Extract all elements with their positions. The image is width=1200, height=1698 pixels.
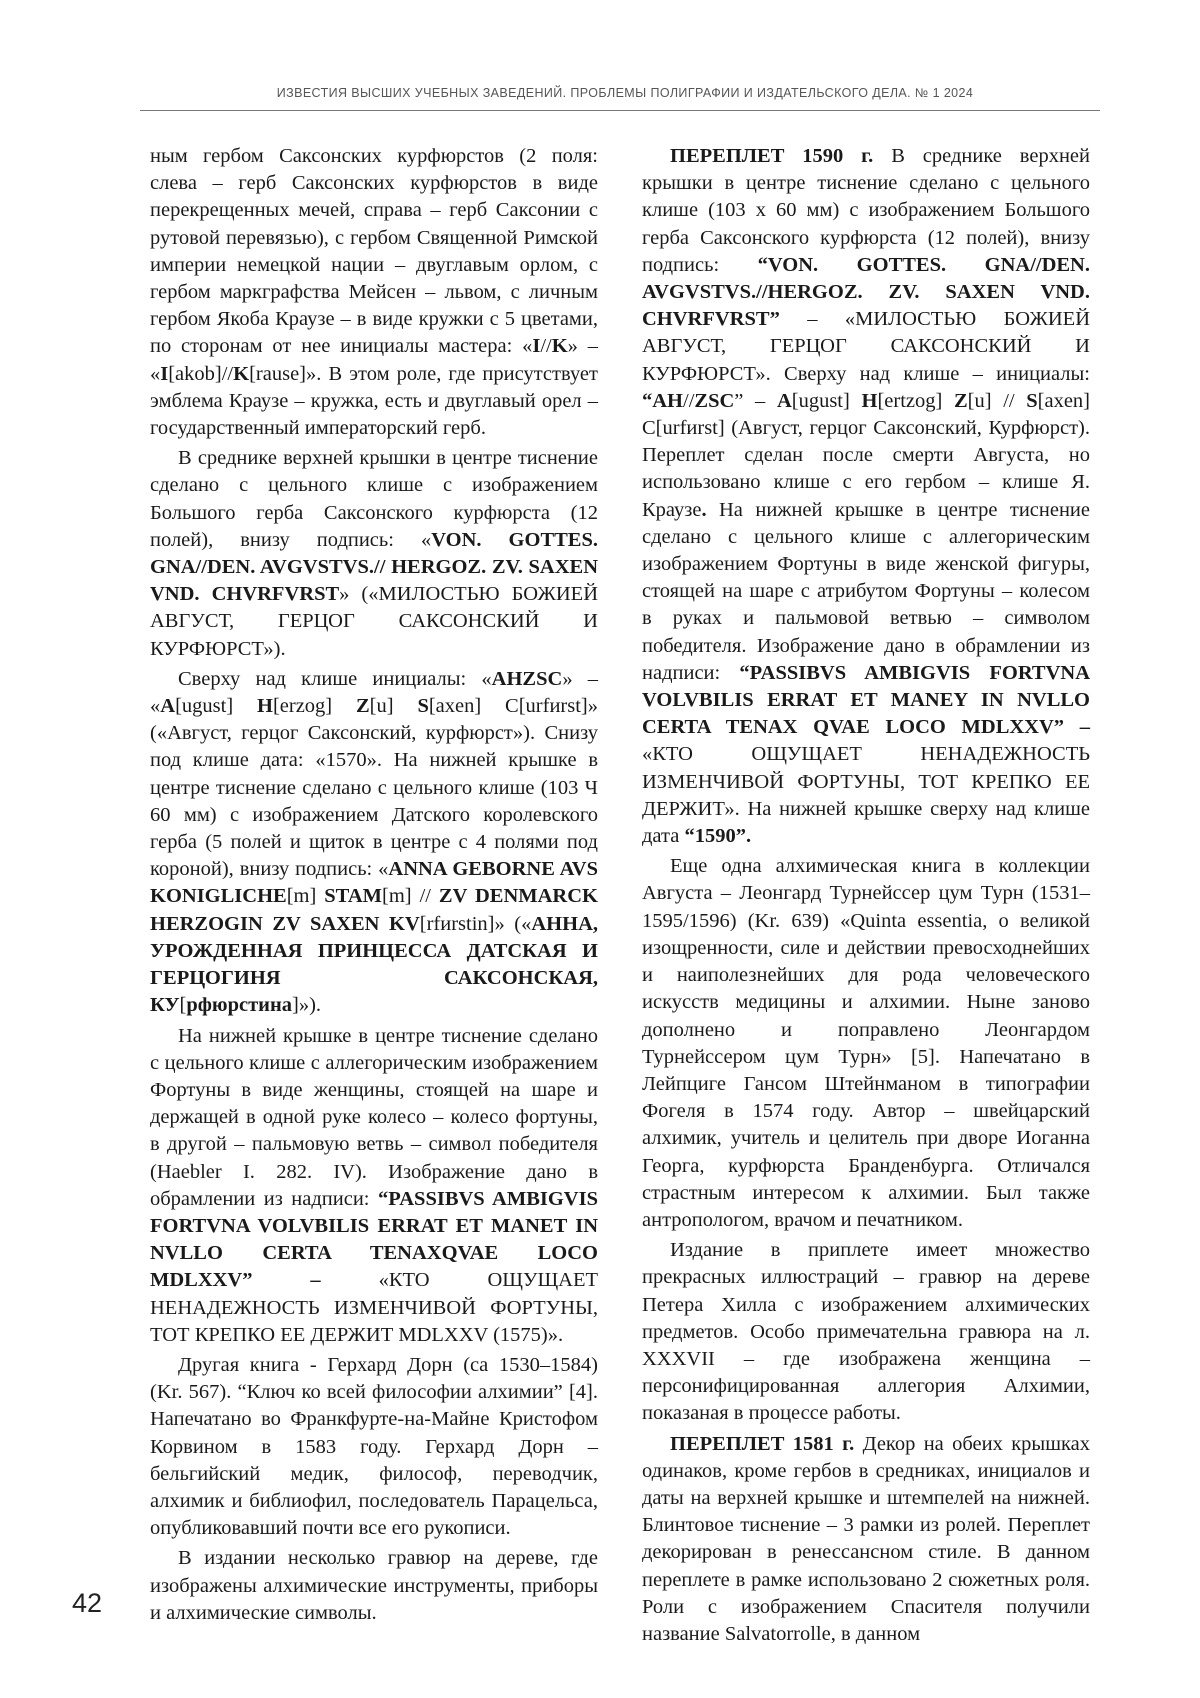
left-paragraph-6: В издании несколько гравюр на дереве, где изображены алхимические инструменты, приборы и алхимические символы. [150,1547,598,1624]
header-rule [140,110,1100,111]
right-paragraph-1: ПЕРЕПЛЕТ 1590 г. В среднике верхней крышки в центре тиснение сделано с цельного клише (103 х 60 мм) с изображением Большого герба Саксонского курфюрста (12 полей), внизу подпись: “VON. GOTTES. GNA//DEN. AVGVSTVS.//HERGOZ. ZV. SAXEN VND. CHVRFVRST” – «МИЛОСТЬЮ БОЖИЕЙ АВГУСТ, ГЕРЦОГ САКСОНСКИЙ И КУРФЮРСТ». Сверху над клише – инициалы: “AH//ZSC” – A[ugust] H[ertzog] Z[u] // S[axen] C[urfиrst] (Август, герцог Саксонский, Курфюрст). Переплет сделан после смерти Августа, но использовано клише с его гербом – клише Я. Краузе. На нижней крышке в центре тиснение сделано с цельного клише с аллегорическим изображением Фортуны в виде женской фигуры, стоящей на шаре с атрибутом Фортуны – колесом в руках и пальмовой ветвью – символом победителя. Изображение дано в обрамлении из надписи: “PASSIBVS AMBIGVIS FORTVNA VOLVBILIS ERRAT ET MANEY IN NVLLO CERTA TENAX QVAE LOCO MDLXXV” – «КТО ОЩУЩАЕТ НЕНАДЕЖНОСТЬ ИЗМЕНЧИВОЙ ФОРТУНЫ, ТОТ КРЕПКО ЕЕ ДЕРЖИТ». На нижней крышке сверху над клише дата “1590”. [642,145,1091,848]
right-paragraph-3: Издание в приплете имеет множество прекрасных иллюстраций – гравюр на дереве Петера Хилла с изображением алхимических предметов. Особо примечательна гравюра на л. XXXVII – где изображена женщина – персонифицированная аллегория Алхимии, показаная в процессе работы. [642,1239,1090,1425]
left-paragraph-3: Сверху над клише инициалы: «AHZSC» – «A[ugust] H[erzog] Z[u] S[axen] C[urfиrst]» («Август, герцог Саксонский, курфюрст»). Снизу под клише дата: «1570». На нижней крышке в центре тиснение сделано с цельного клише (103 Ч 60 мм) с изображением Датского королевского герба (5 полей и щиток в центре с 4 полями под короной), внизу подпись: «ANNA GEBORNE AVS KONIGLICHE[m] STAM[m] // ZV DENMARCK HERZOGIN ZV SAXEN KV[rfиrstin]» («АННА, УРОЖДЕННАЯ ПРИНЦЕССА ДАТСКАЯ И ГЕРЦОГИНЯ САКСОНСКАЯ, КУ[рфюрстина]»). [150,667,598,1017]
left-column [150,143,598,1630]
running-header: ИЗВЕСТИЯ ВЫСШИХ УЧЕБНЫХ ЗАВЕДЕНИЙ. ПРОБЛЕМЫ ПОЛИГРАФИИ И ИЗДАТЕЛЬСКОГО ДЕЛА. № 1 2024 [276,86,974,100]
right-column [642,143,1090,1651]
right-paragraph-2: Еще одна алхимическая книга в коллекции Августа – Леонгард Турнейссер цум Турн (1531–1595/1596) (Kr. 639) «Quinta essentia, о великой изощренности, силе и действии превосходнейших и наиполезнейших для рода человеческого искусств медицины и алхимии. Ныне заново дополнено и поправлено Леонгардом Турнейссером цум Турн» [5]. Напечатано в Лейпциге Гансом Штейнманом в типографии Фогеля в 1574 году. Автор – швейцарский алхимик, учитель и целитель при дворе Иоганна Георга, курфюрста Бранденбурга. Отличался страстным интересом к алхимии. Был также антропологом, врачом и печатником. [642,855,1090,1231]
left-paragraph-4: На нижней крышке в центре тиснение сделано с цельного клише с аллегорическим изображением Фортуны в виде женщины, стоящей на шаре и держащей в одной руке колесо – колесо фортуны, в другой – пальмовую ветвь – символ победителя (Haebler I. 282. IV). Изображение дано в обрамлении из надписи: “PASSIBVS AMBIGVIS FORTVNA VOLVBILIS ERRAT ET MANET IN NVLLO CERTA TENAXQVAE LOCO MDLXXV” – «КТО ОЩУЩАЕТ НЕНАДЕЖНОСТЬ ИЗМЕНЧИВОЙ ФОРТУНЫ, ТОТ КРЕПКО ЕЕ ДЕРЖИТ MDLXXV (1575)». [150,1024,598,1346]
left-paragraph-5: Другая книга - Герхард Дорн (ca 1530–1584) (Kr. 567). “Ключ ко всей философии алхимии” [4]. Напечатано во Франкфурте-на-Майне Кристофом Корвином в 1583 году. Герхард Дорн – бельгийский медик, философ, переводчик, алхимик и библиофил, последователь Парацельса, опубликовавший почти все его рукописи. [150,1353,598,1540]
left-paragraph-2: В среднике верхней крышки в центре тиснение сделано с цельного клише с изображением Большого герба Саксонского курфюрста (12 полей), внизу подпись: «VON. GOTTES. GNA//DEN. AVGVSTVS.// HERGOZ. ZV. SAXEN VND. CHVRFVRST» («МИЛОСТЬЮ БОЖИЕЙ АВГУСТ, ГЕРЦОГ САКСОНСКИЙ И КУРФЮРСТ»). [150,447,598,660]
right-paragraph-4: ПЕРЕПЛЕТ 1581 г. Декор на обеих крышках одинаков, кроме гербов в средниках, инициалов и даты на верхней крышке и штемпелей на нижней. Блинтовое тиснение – 3 рамки из ролей. Переплет декорирован в ренессансном стиле. В данном переплете в рамке использовано 2 сюжетных роля. Роли с изображением Спасителя получили название Salvatorrolle, в данном [642,1432,1090,1645]
left-paragraph-1: ным гербом Саксонских курфюрстов (2 поля: слева – герб Саксонских курфюрстов в виде перекрещенных мечей, справа – герб Саксонии с рутовой перевязью), с гербом Священной Римской империи немецкой нации – двуглавым орлом, с гербом маркграфства Мейсен – львом, с личным гербом Якоба Краузе – в виде кружки с 5 цветами, по сторонам от нее инициалы мастера: «I//K» – «I[akob]//K[rause]». В этом роле, где присутствует эмблема Краузе – кружка, есть и двуглавый орел – государственный императорский герб. [150,145,598,440]
page-number: 42 [72,1588,103,1618]
